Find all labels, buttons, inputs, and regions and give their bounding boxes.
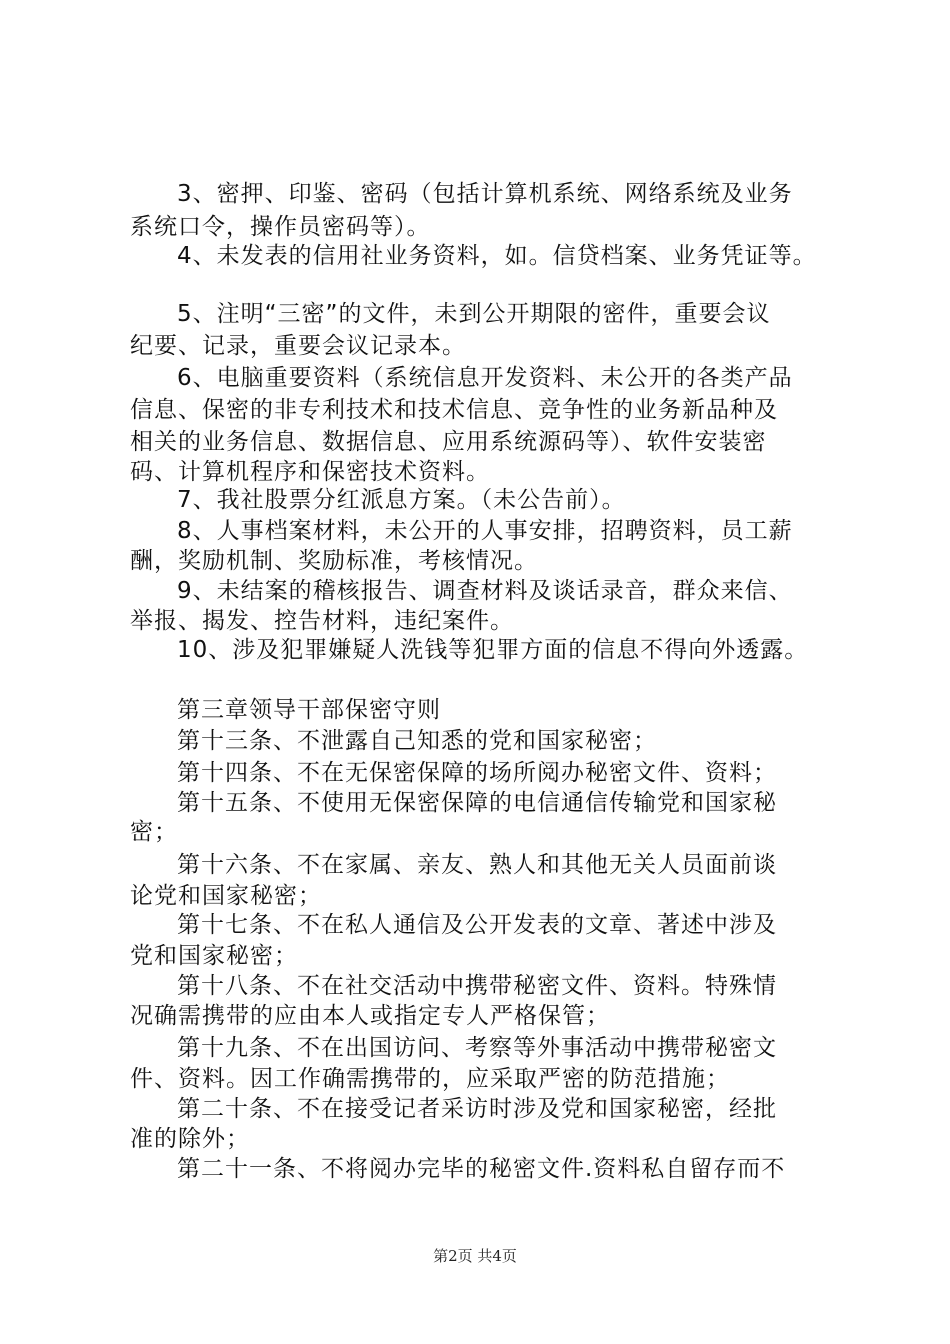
text-line: 信息、保密的非专利技术和技术信息、竞争性的业务新品种及 xyxy=(130,397,778,423)
text-line: 4、未发表的信用社业务资料，如。信贷档案、业务凭证等。 xyxy=(177,243,817,269)
text-line: 系统口令，操作员密码等）。 xyxy=(130,214,431,240)
text-line: 酬，奖励机制、奖励标准，考核情况。 xyxy=(130,548,538,574)
text-line: 准的除外； xyxy=(130,1126,250,1152)
text-line: 码、计算机程序和保密技术资料。 xyxy=(130,459,490,485)
text-line: 7、我社股票分红派息方案。（未公告前）。 xyxy=(177,487,626,513)
text-line: 第二十一条、不将阅办完毕的秘密文件.资料私自留存而不 xyxy=(177,1156,786,1182)
chapter-heading: 第三章领导干部保密守则 xyxy=(177,697,441,723)
text-line: 第二十条、不在接受记者采访时涉及党和国家秘密，经批 xyxy=(177,1096,777,1122)
text-line: 第十九条、不在出国访问、考察等外事活动中携带秘密文 xyxy=(177,1035,777,1061)
text-line: 6、电脑重要资料（系统信息开发资料、未公开的各类产品 xyxy=(177,365,793,391)
text-line: 第十六条、不在家属、亲友、熟人和其他无关人员面前谈 xyxy=(177,852,777,878)
text-line: 件、资料。因工作确需携带的，应采取严密的防范措施； xyxy=(130,1066,730,1092)
text-line: 相关的业务信息、数据信息、应用系统源码等）、软件安装密 xyxy=(130,429,767,455)
text-line: 况确需携带的应由本人或指定专人严格保管； xyxy=(130,1003,610,1029)
text-line: 密； xyxy=(130,819,178,845)
page-number-footer: 第2页 共4页 xyxy=(433,1247,517,1265)
text-line: 第十五条、不使用无保密保障的电信通信传输党和国家秘 xyxy=(177,790,777,816)
text-line: 党和国家秘密； xyxy=(130,943,298,969)
text-line: 9、未结案的稽核报告、调查材料及谈话录音，群众来信、 xyxy=(177,578,793,604)
text-line: 第十四条、不在无保密保障的场所阅办秘密文件、资料； xyxy=(177,760,777,786)
text-line: 论党和国家秘密； xyxy=(130,883,322,909)
text-line: 第十三条、不泄露自己知悉的党和国家秘密； xyxy=(177,728,657,754)
text-line: 5、注明“三密”的文件，未到公开期限的密件，重要会议 xyxy=(177,301,771,327)
text-line: 8、人事档案材料，未公开的人事安排，招聘资料，员工薪 xyxy=(177,518,793,544)
text-line: 举报、揭发、控告材料，违纪案件。 xyxy=(130,608,514,634)
text-line: 第十八条、不在社交活动中携带秘密文件、资料。特殊情 xyxy=(177,973,777,999)
text-line: 10、涉及犯罪嫌疑人洗钱等犯罪方面的信息不得向外透露。 xyxy=(177,637,809,663)
text-line: 纪要、记录，重要会议记录本。 xyxy=(130,333,466,359)
text-line: 3、密押、印鉴、密码（包括计算机系统、网络系统及业务 xyxy=(177,181,793,207)
text-line: 第十七条、不在私人通信及公开发表的文章、著述中涉及 xyxy=(177,912,777,938)
